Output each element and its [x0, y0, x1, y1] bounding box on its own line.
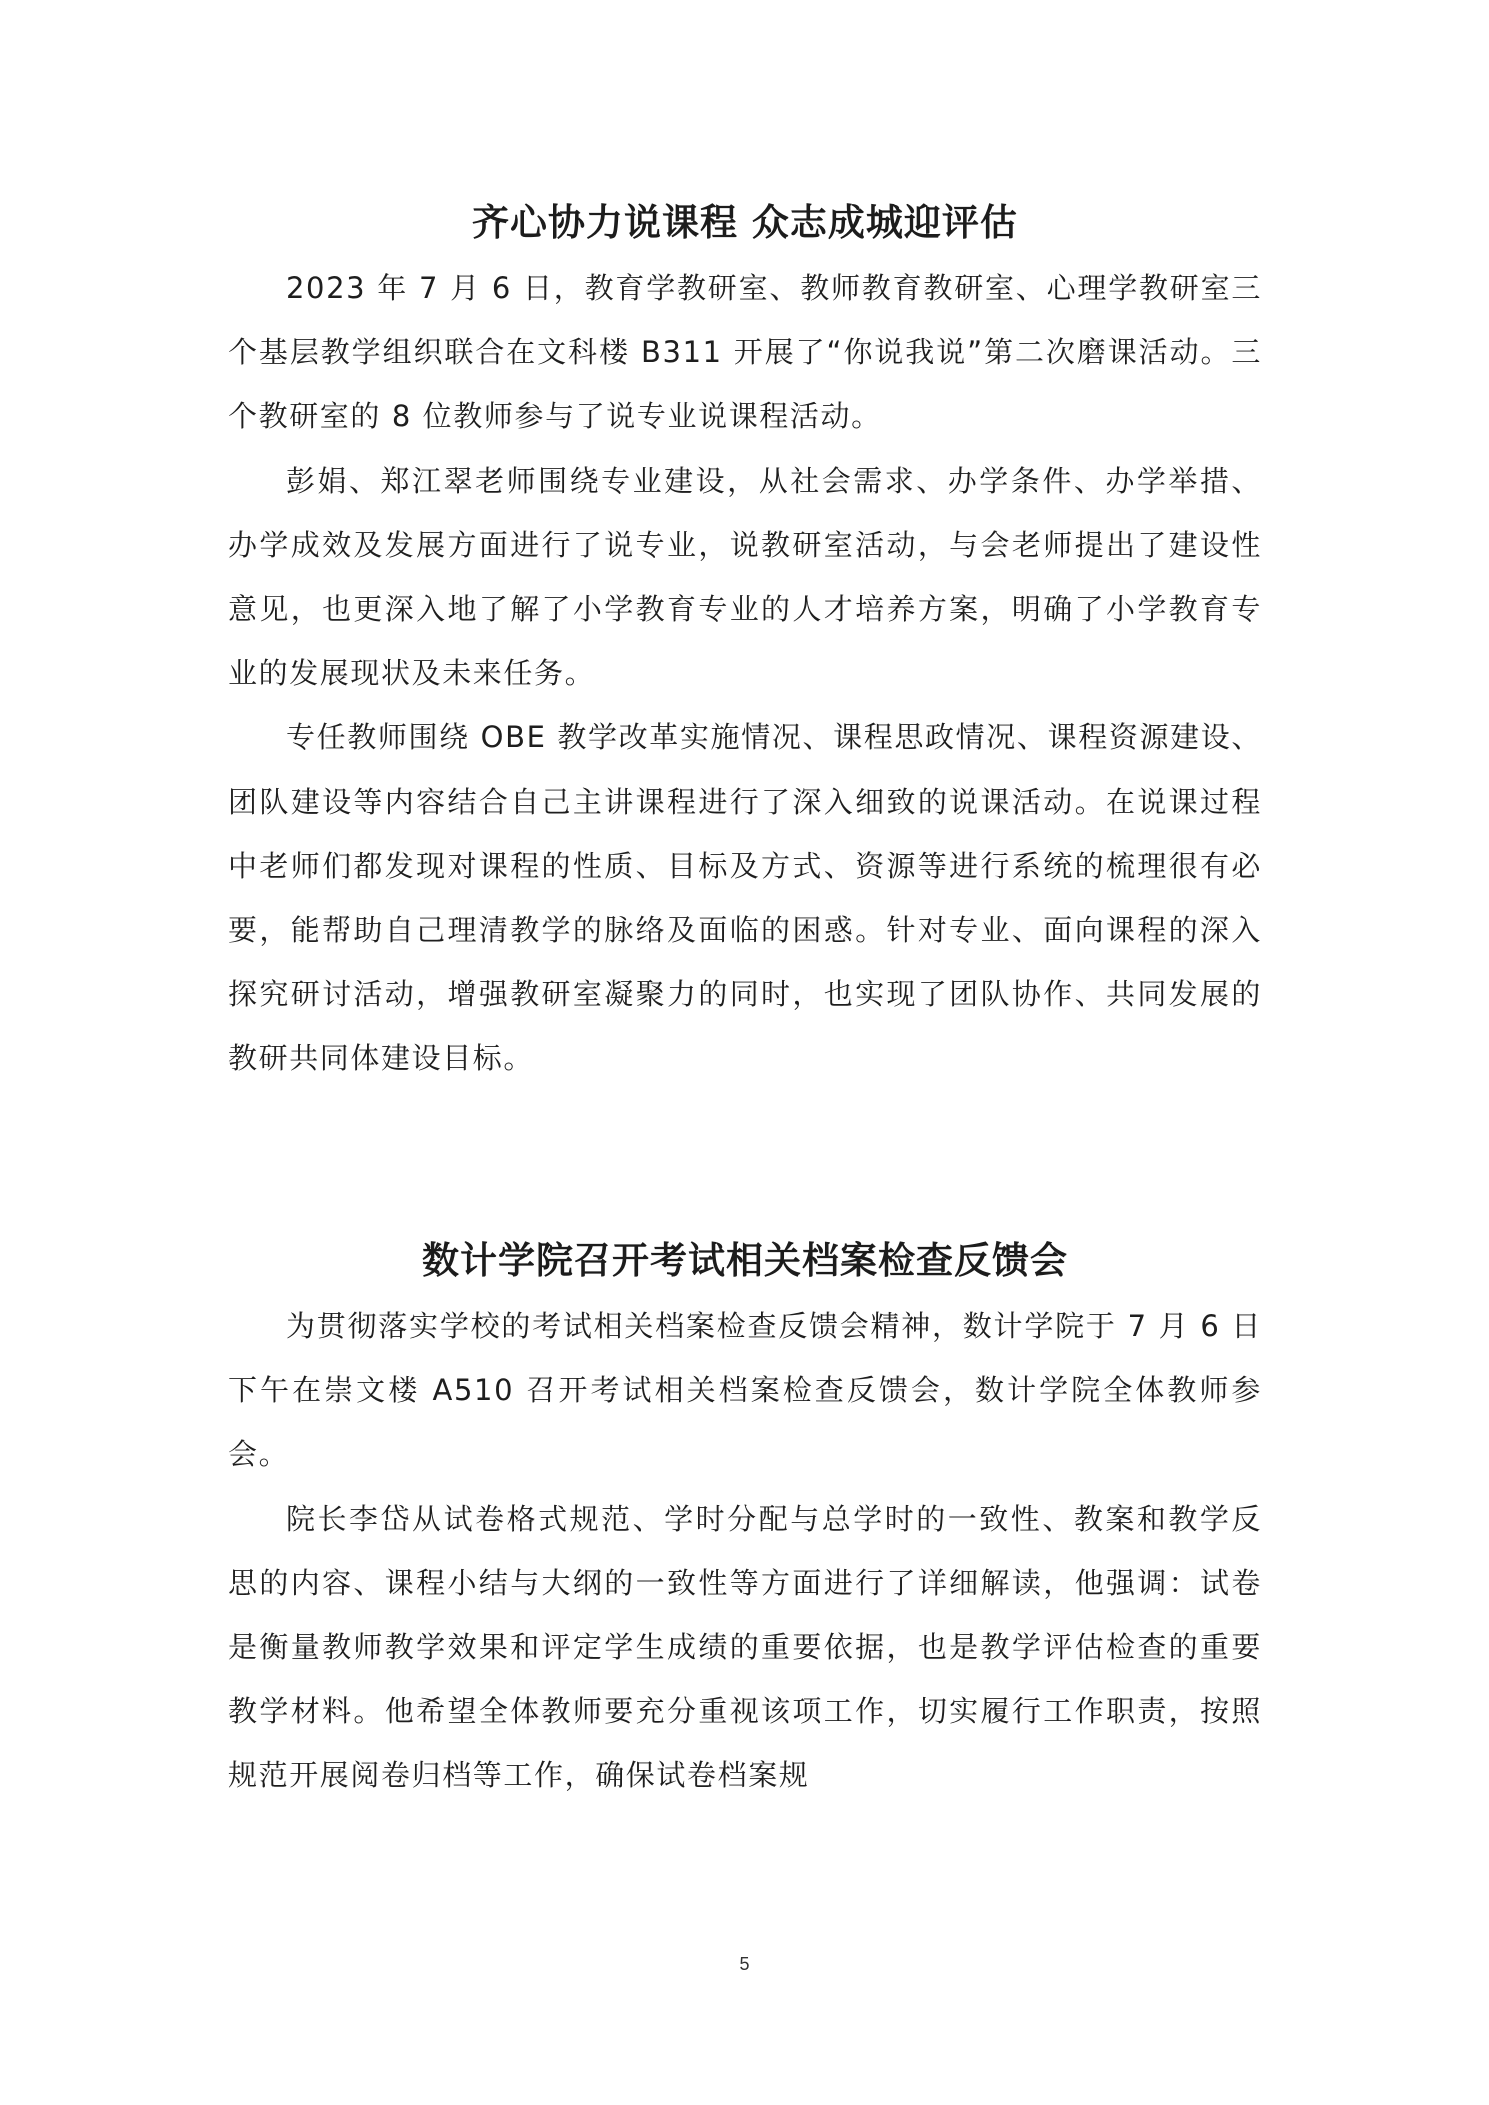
article-paragraph: 专任教师围绕 OBE 教学改革实施情况、课程思政情况、课程资源建设、团队建设等内容结合自己主讲课程进行了深入细致的说课活动。在说课过程中老师们都发现对课程的性质、目标及方式、资源等进行系统的梳理很有必要，能帮助自己理清教学的脉络及面临的困惑。针对专业、面向课程的深入探究研讨活动，增强教研室凝聚力的同时，也实现了团队协作、共同发展的教研共同体建设目标。 — [228, 720, 1262, 1076]
article-title: 齐心协力说课程 众志成城迎评估 — [472, 200, 1018, 244]
article-title: 数计学院召开考试相关档案检查反馈会 — [422, 1238, 1068, 1282]
article-course-presentation — [228, 196, 1262, 1091]
page-number: 5 — [739, 1954, 750, 1974]
article-paragraph: 为贯彻落实学校的考试相关档案检查反馈会精神，数计学院于 7 月 6 日下午在崇文楼 A510 召开考试相关档案检查反馈会，数计学院全体教师参会。 — [228, 1309, 1262, 1472]
article-paragraph: 院长李岱从试卷格式规范、学时分配与总学时的一致性、教案和教学反思的内容、课程小结与大纲的一致性等方面进行了详细解读，他强调：试卷是衡量教师教学效果和评定学生成绩的重要依据，也是教学评估检查的重要教学材料。他希望全体教师要充分重视该项工作，切实履行工作职责，按照规范开展阅卷归档等工作，确保试卷档案规 — [228, 1501, 1262, 1793]
article-exam-archive-feedback — [228, 1234, 1262, 1808]
article-paragraph: 彭娟、郑江翠老师围绕专业建设，从社会需求、办学条件、办学举措、办学成效及发展方面进行了说专业，说教研室活动，与会老师提出了建设性意见，也更深入地了解了小学教育专业的人才培养方案，明确了小学教育专业的发展现状及未来任务。 — [228, 463, 1262, 691]
article-paragraph: 2023 年 7 月 6 日，教育学教研室、教师教育教研室、心理学教研室三个基层教学组织联合在文科楼 B311 开展了“你说我说”第二次磨课活动。三个教研室的 8 位教师参与了说专业说课程活动。 — [228, 271, 1262, 434]
